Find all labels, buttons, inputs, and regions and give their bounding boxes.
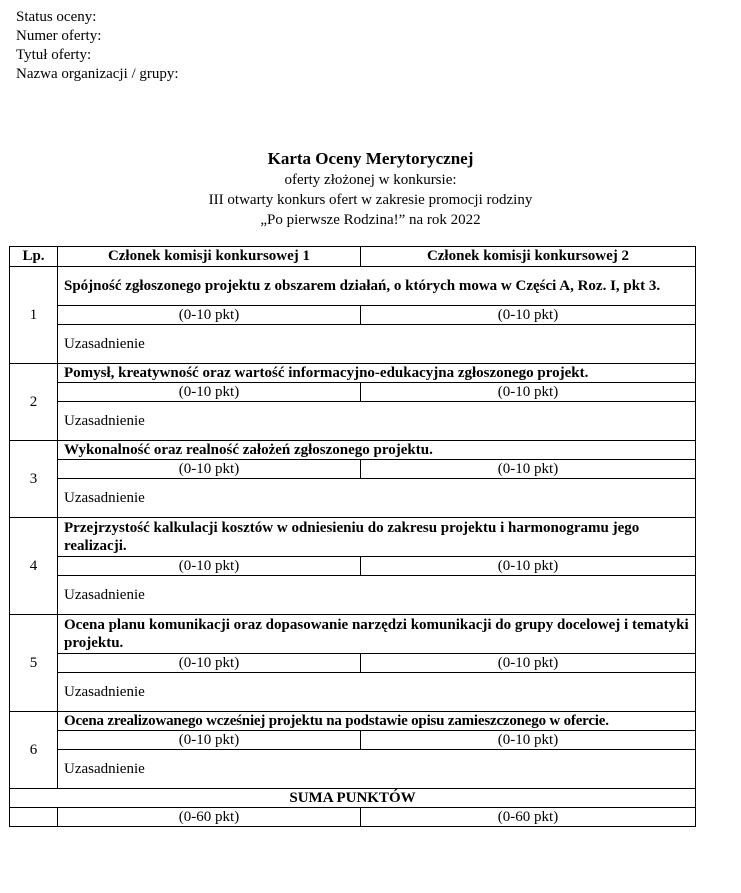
sum-label: SUMA PUNKTÓW <box>10 789 696 808</box>
points-row <box>10 654 696 673</box>
points-member-1: (0-10 pkt) <box>58 306 361 325</box>
points-member-1: (0-10 pkt) <box>58 460 361 479</box>
heading-line-3: „Po pierwsze Rodzina!” na rok 2022 <box>260 212 481 228</box>
criterion-text: Ocena planu komunikacji oraz dopasowanie narzędzi komunikacji do grupy docelowej i tematyki projektu. <box>58 615 696 654</box>
criterion-text: Przejrzystość kalkulacji kosztów w odniesieniu do zakresu projektu i harmonogramu jego realizacji. <box>58 518 696 557</box>
justification-row <box>10 673 696 712</box>
justification-row <box>10 576 696 615</box>
justification-label: Uzasadnienie <box>58 402 696 441</box>
header-member-2: Członek komisji konkursowej 2 <box>361 247 696 267</box>
points-row <box>10 557 696 576</box>
header-member-1: Członek komisji konkursowej 1 <box>58 247 361 267</box>
criterion-row <box>10 441 696 460</box>
title-field-label: Tytuł oferty: <box>16 47 92 63</box>
organization-field-label: Nazwa organizacji / grupy: <box>16 66 179 82</box>
criterion-row <box>10 518 696 557</box>
justification-label: Uzasadnienie <box>58 325 696 364</box>
justification-row <box>10 402 696 441</box>
criterion-text: Pomysł, kreatywność oraz wartość informacyjno-edukacyjna zgłoszonego projekt. <box>58 364 696 383</box>
criterion-number: 5 <box>10 615 58 712</box>
sum-points-member-2: (0-60 pkt) <box>361 808 696 827</box>
points-member-1: (0-10 pkt) <box>58 731 361 750</box>
points-member-1: (0-10 pkt) <box>58 383 361 402</box>
justification-label: Uzasadnienie <box>58 576 696 615</box>
points-member-2: (0-10 pkt) <box>361 731 696 750</box>
points-member-2: (0-10 pkt) <box>361 557 696 576</box>
criterion-row <box>10 712 696 731</box>
document-title: Karta Oceny Merytorycznej <box>267 149 474 168</box>
heading-line-2: III otwarty konkurs ofert w zakresie promocji rodziny <box>208 192 533 208</box>
points-member-2: (0-10 pkt) <box>361 654 696 673</box>
points-member-2: (0-10 pkt) <box>361 383 696 402</box>
criterion-number: 2 <box>10 364 58 441</box>
evaluation-table <box>9 246 696 827</box>
document-heading <box>0 148 741 230</box>
points-row <box>10 383 696 402</box>
criterion-row <box>10 364 696 383</box>
sum-points-member-1: (0-60 pkt) <box>58 808 361 827</box>
justification-row <box>10 479 696 518</box>
points-row <box>10 731 696 750</box>
criterion-text: Spójność zgłoszonego projektu z obszarem działań, o których mowa w Części A, Roz. I, pkt 3. <box>58 267 696 306</box>
criterion-number: 6 <box>10 712 58 789</box>
justification-label: Uzasadnienie <box>58 750 696 789</box>
sum-label-row <box>10 789 696 808</box>
points-member-1: (0-10 pkt) <box>58 557 361 576</box>
justification-row <box>10 750 696 789</box>
status-field-label: Status oceny: <box>16 9 97 25</box>
criterion-text: Ocena zrealizowanego wcześniej projektu na podstawie opisu zamieszczonego w ofercie. <box>58 712 696 731</box>
points-member-2: (0-10 pkt) <box>361 306 696 325</box>
criterion-text: Wykonalność oraz realność założeń zgłoszonego projektu. <box>58 441 696 460</box>
criterion-row <box>10 615 696 654</box>
justification-label: Uzasadnienie <box>58 479 696 518</box>
points-row <box>10 460 696 479</box>
table-header-row <box>10 247 696 267</box>
criterion-row <box>10 267 696 306</box>
justification-row <box>10 325 696 364</box>
points-row <box>10 306 696 325</box>
criterion-number: 3 <box>10 441 58 518</box>
justification-label: Uzasadnienie <box>58 673 696 712</box>
header-fields <box>16 8 179 84</box>
heading-line-1: oferty złożonej w konkursie: <box>284 172 457 188</box>
header-lp: Lp. <box>10 247 58 267</box>
sum-points-row <box>10 808 696 827</box>
points-member-1: (0-10 pkt) <box>58 654 361 673</box>
criterion-number: 1 <box>10 267 58 364</box>
sum-empty-cell <box>10 808 58 827</box>
criterion-number: 4 <box>10 518 58 615</box>
number-field-label: Numer oferty: <box>16 28 102 44</box>
points-member-2: (0-10 pkt) <box>361 460 696 479</box>
